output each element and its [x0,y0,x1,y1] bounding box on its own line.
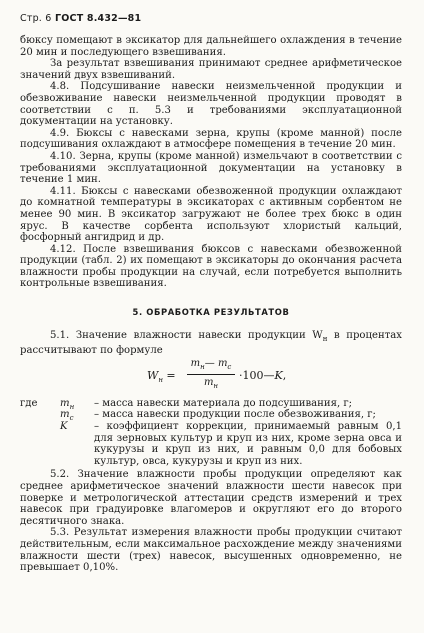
paragraph-continuation: бюксу помещают в эксикатор для дальнейшего охлаждения в течение 20 мин и последующего взвешивания. [20,35,402,58]
formula-fraction [185,358,237,393]
fraction-bar [187,374,235,375]
paragraph-4-9: 4.9. Бюксы с навесками зерна, крупы (кроме манной) после подсушивания охлаждают в атмосфере помещения в течение 20 мин. [20,127,402,151]
definition-m-c [20,409,402,421]
formula-lhs-sub: н [158,376,163,385]
definition-where: где [20,397,38,409]
definition-k [20,421,402,467]
denominator-sub: н [213,382,219,391]
numerator-b-sub: c [227,362,232,371]
definition-symbol-sub: н [69,402,75,411]
formula-equals: = [162,368,176,382]
paragraph-4-11: 4.11. Бюксы с навесками обезвоженной продукции охлаждают до комнатной температуры в эксикаторах с активным сорбентом не менее 90 мин. В эксикатор загружают не более трех бюкс в один ярус. В качестве сорбента используют хлористый кальций, фосфорный ангидрид и др. [20,185,402,244]
definition-symbol-var: m [60,397,70,409]
numerator-minus: — [204,357,218,369]
formula-rhs-end: , [282,368,287,382]
formula-lhs [147,370,176,387]
paragraph-result-weighing: За результат взвешивания принимают среднее арифметическое значений двух взвешиваний. [20,58,402,81]
definition-text: – масса навески продукции после обезвоживания, г; [94,409,376,421]
running-header [20,13,141,24]
definition-text: – коэффициент коррекции, принимаемый равным 0,1 для зерновых культур и круп из них, кроме зерна овса и кукурузы и круп из них, и равным 0,0 для бобовых культур, овса, кукурузы и круп из них. [94,421,402,467]
paragraph-5-1-tail: в процентах рассчитывают по формуле [20,329,402,357]
paragraph-5-1-text: 5.1. Значение влажности навески продукции W [50,329,323,341]
paragraph-5-2: 5.2. Значение влажности пробы продукции определяют как среднее арифметическое значений влажности шести навесок при поверке и метрологической аттестации средств измерений и трех навесок при градуировке влагомеров и округляют его до второго десятичного знака. [20,469,402,527]
paragraph-4-8: 4.8. Подсушивание навески неизмельченной продукции и обезвоживание навески неизмельченной продукции проводят в соответствии с п. 5.3 и требованиями эксплуатационной документации на установку. [20,81,402,128]
denominator-var: m [203,377,214,389]
paragraph-5-3: 5.3. Результат измерения влажности пробы продукции считают действительным, если максимальное расхождение между значениями влажности шести (трех) навесок, высушенных одновременно, не превышает 0,10%. [20,527,402,574]
numerator-b: m [217,357,228,369]
definition-symbol-var: m [60,409,70,421]
formula-denominator [185,377,237,393]
definition-symbol [60,421,68,437]
paragraph-5-1 [20,330,402,357]
formula-rhs-text: ·100— [239,368,275,382]
page-number: Стр. 6 [20,13,52,24]
variable-definitions [20,398,402,468]
paragraph-4-12: 4.12. После взвешивания бюксов с навесками обезвоженной продукции (табл. 2) их помещают в эксикаторы до окончания расчета влажности пробы продукции на случай, если потребуется выполнить контрольные взвешивания. [20,243,402,290]
paragraph-4-10: 4.10. Зерна, крупы (кроме манной) измельчают в соответствии с требованиями эксплуатационной документации на установку в течение 1 мин. [20,150,402,186]
document-body [20,35,402,574]
paragraph-5-1-sub: н [322,334,328,343]
formula-lhs-var: W [147,368,159,382]
standard-code: ГОСТ 8.432—81 [55,13,142,24]
numerator-a-sub: н [200,362,205,371]
definition-symbol-sub: c [69,414,74,423]
definition-text: – масса навески материала до подсушивания, г; [94,397,353,409]
moisture-formula [20,358,402,396]
section-heading: 5. ОБРАБОТКА РЕЗУЛЬТАТОВ [132,307,290,318]
numerator-a: m [190,357,201,369]
definition-m-n [20,398,402,410]
formula-rhs [239,370,286,382]
formula-rhs-k: K [274,368,283,382]
formula-numerator [185,358,237,374]
definition-symbol-var: K [60,421,68,433]
